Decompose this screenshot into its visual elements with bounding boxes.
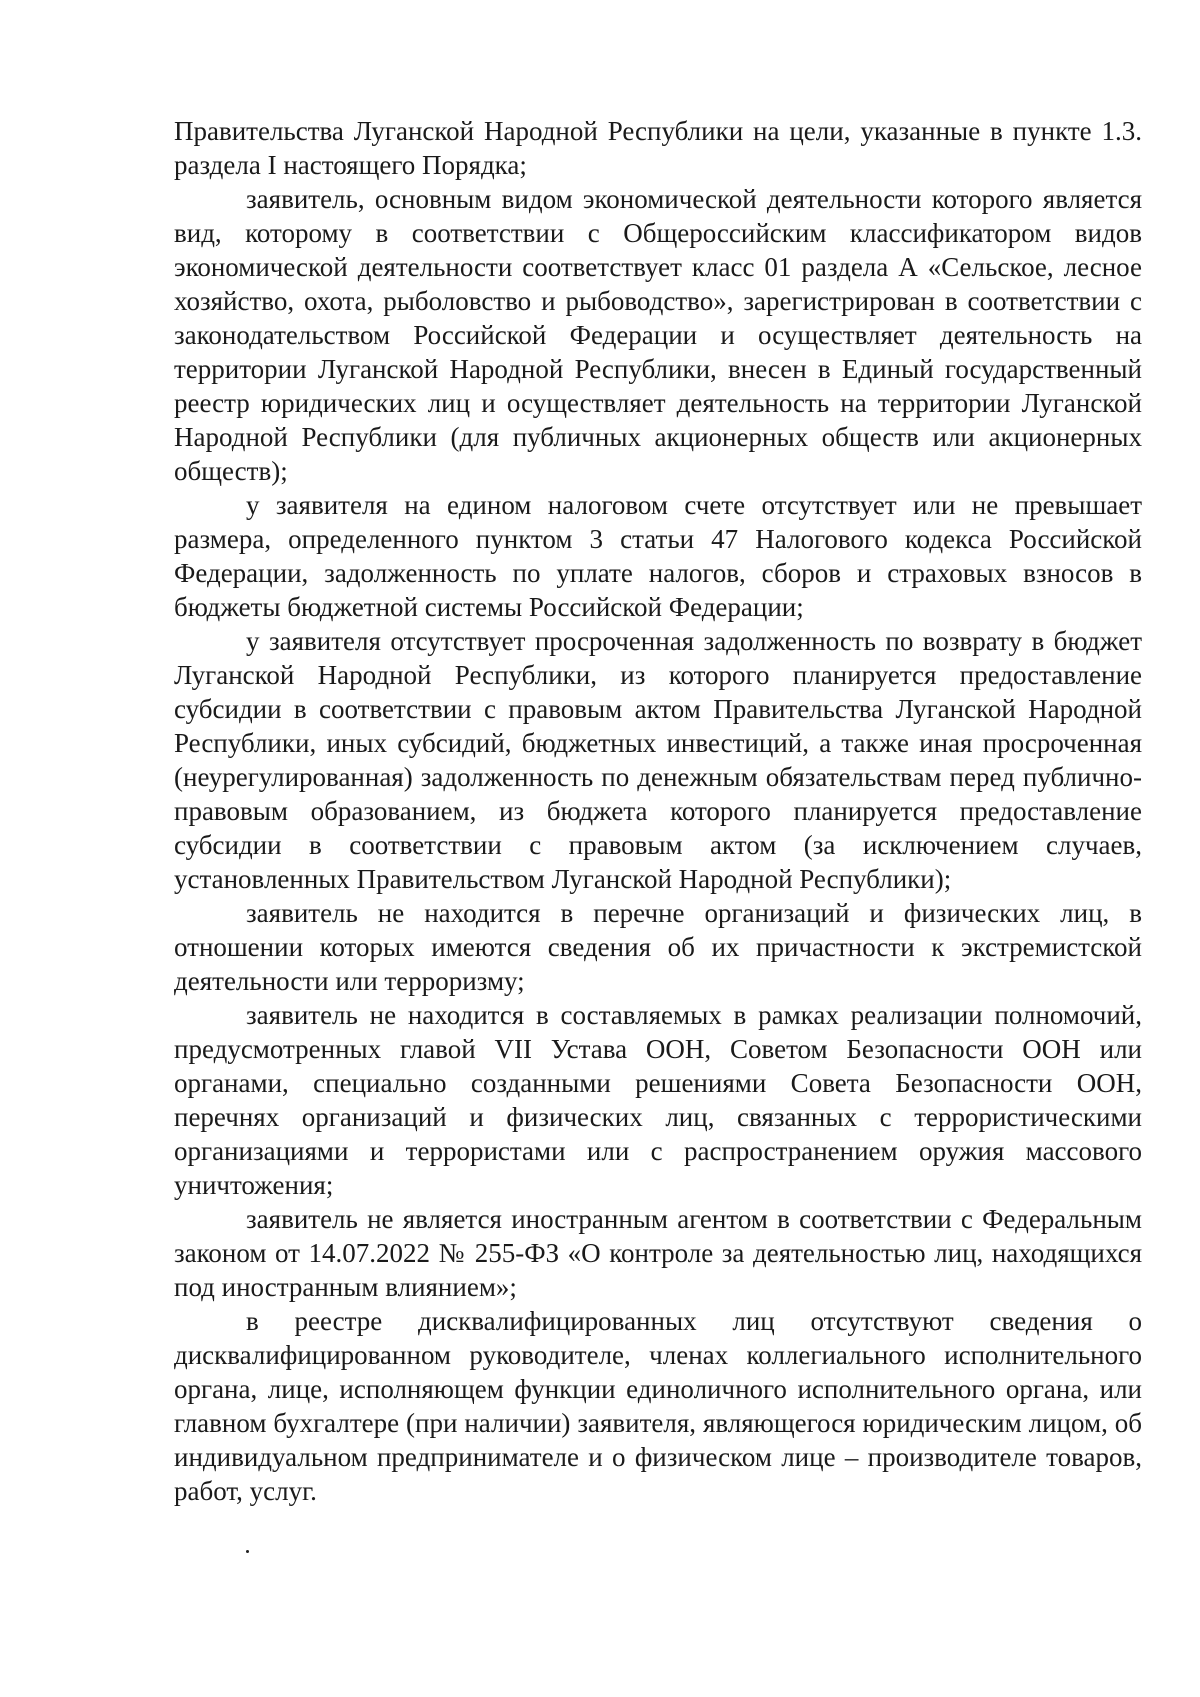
paragraph-foreign-agent: заявитель не является иностранным агентом в соответствии с Федеральным законом от 14.07.2022 № 255-ФЗ «О контроле за деятельностью лиц, находящихся под иностранным влиянием»; — [174, 1204, 1142, 1302]
paragraph-tax-debt: у заявителя на едином налоговом счете отсутствует или не превышает размера, определенного пунктом 3 статьи 47 Налогового кодекса Российской Федерации, задолженность по уплате налогов, сборов и страховых взносов в бюджеты бюджетной системы Российской Федерации; — [174, 490, 1142, 622]
stray-dot-mark — [246, 1550, 249, 1553]
paragraph-extremism-list: заявитель не находится в перечне организаций и физических лиц, в отношении которых имеются сведения об их причастности к экстремистской деятельности или терроризму; — [174, 898, 1142, 996]
paragraph-activity-type: заявитель, основным видом экономической деятельности которого является вид, которому в соответствии с Общероссийским классификатором видов экономической деятельности соответствует класс 01 раздела А «Сельское, лесное хозяйство, охота, рыболовство и рыбоводство», зарегистрирован в соответствии с законодательством Российской Федерации и осуществляет деятельность на территории Луганской Народной Республики, внесен в Единый государственный реестр юридических лиц и осуществляет деятельность на территории Луганской Народной Республики (для публичных акционерных обществ или акционерных обществ); — [174, 184, 1142, 486]
paragraph-disqualified-registry: в реестре дисквалифицированных лиц отсутствуют сведения о дисквалифицированном руководителе, членах коллегиального исполнительного органа, лице, исполняющем функции единоличного исполнительного органа, или главном бухгалтере (при наличии) заявителя, являющегося юридическим лицом, об индивидуальном предпринимателе и о физическом лице – производителе товаров, работ, услуг. — [174, 1306, 1142, 1506]
paragraph-continuation: Правительства Луганской Народной Республики на цели, указанные в пункте 1.3. раздела I настоящего Порядка; — [174, 116, 1142, 180]
document-body — [174, 114, 1142, 1508]
paragraph-budget-debt: у заявителя отсутствует просроченная задолженность по возврату в бюджет Луганской Народной Республики, из которого планируется предоставление субсидии в соответствии с правовым актом Правительства Луганской Народной Республики, иных субсидий, бюджетных инвестиций, а также иная просроченная (неурегулированная) задолженность по денежным обязательствам перед публично-правовым образованием, из бюджета которого планируется предоставление субсидии в соответствии с правовым актом (за исключением случаев, установленных Правительством Луганской Народной Республики); — [174, 626, 1142, 894]
paragraph-un-sanctions: заявитель не находится в составляемых в рамках реализации полномочий, предусмотренных главой VII Устава ООН, Советом Безопасности ООН или органами, специально созданными решениями Совета Безопасности ООН, перечнях организаций и физических лиц, связанных с террористическими организациями и террористами или с распространением оружия массового уничтожения; — [174, 1000, 1142, 1200]
